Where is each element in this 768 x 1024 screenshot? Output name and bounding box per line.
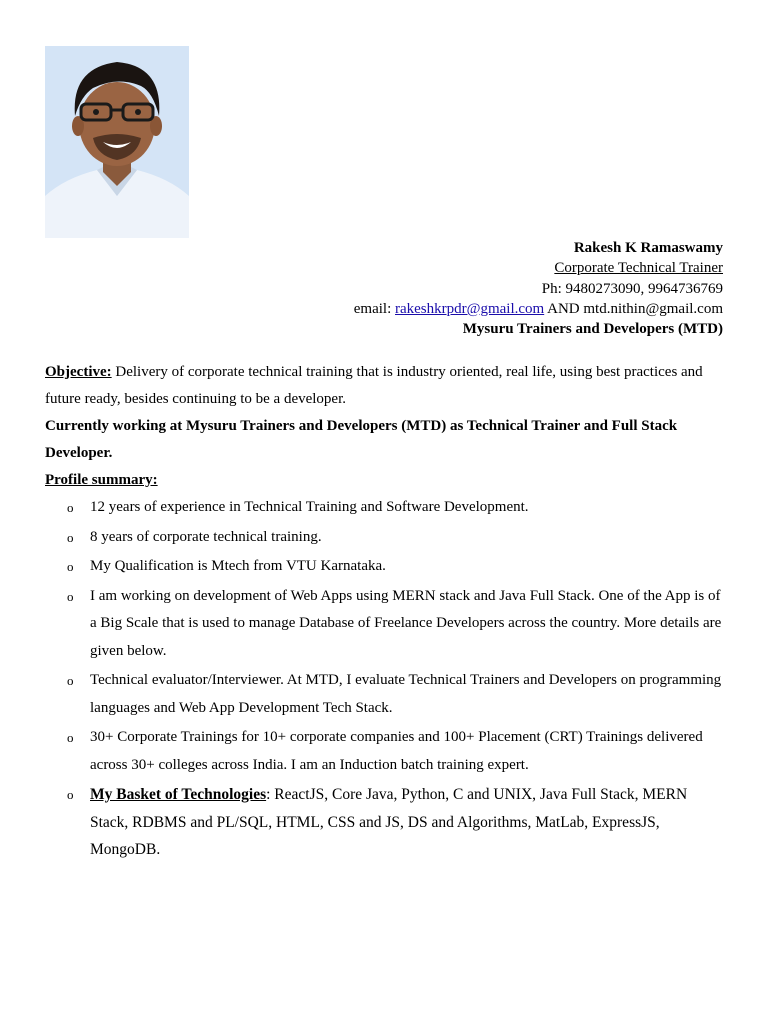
bullet-icon: o [67,529,74,545]
bullet-icon: o [67,588,74,604]
company-name: Mysuru Trainers and Developers (MTD) [462,321,723,338]
technologies-label: My Basket of Technologies [90,786,267,803]
objective-paragraph [45,359,725,413]
bullet-icon: o [67,673,74,688]
objective-text: Delivery of corporate technical training that is industry oriented, real life, using best practices and future ready, besides continuing to be a developer. [45,364,703,407]
email-link[interactable]: rakeshkrpdr@gmail.com [395,300,545,317]
list-item-technologies [45,781,725,864]
candidate-name: Rakesh K Ramaswamy [573,240,723,256]
profile-summary-heading: Profile summary: [45,472,158,488]
technologies-text: : ReactJS, Core Java, Python, C and UNIX, Java Full Stack, MERN Stack, RDBMS and PL/SQL, HTML, CSS and JS, DS and Algorithms, MatLab, ExpressJS, MongoDB. [90,786,688,858]
current-position: Currently working at Mysuru Trainers and Developers (MTD) as Technical Trainer and Full Stack Developer. [45,418,678,461]
email-secondary: AND mtd.nithin@gmail.com [544,300,723,317]
person-portrait-image [45,46,189,238]
profile-summary-list [45,494,725,864]
profile-photo [45,46,189,238]
list-item-text: My Qualification is Mtech from VTU Karnataka. [90,558,386,574]
list-item-text: 30+ Corporate Trainings for 10+ corporate companies and 100+ Placement (CRT) Trainings delivered across 30+ colleges across India. I am an Induction batch training expert. [90,729,703,773]
list-item [45,583,725,666]
email-label: email: [353,300,395,317]
list-item [45,667,725,722]
list-item-text: Technical evaluator/Interviewer. At MTD, I evaluate Technical Trainers and Developers on programming languages and Web App Development Tech Stack. [90,672,722,716]
job-role: Corporate Technical Trainer [554,260,723,277]
list-item [45,524,725,552]
list-item-text: 12 years of experience in Technical Training and Software Development. [90,499,529,515]
bullet-icon: o [67,500,74,515]
objective-label: Objective: [45,364,112,380]
phone-numbers: Ph: 9480273090, 9964736769 [541,280,723,297]
list-item [45,724,725,779]
contact-header [223,238,723,339]
bullet-icon: o [67,730,74,745]
email-line [223,299,723,319]
bullet-icon: o [67,787,74,802]
list-item-text: I am working on development of Web Apps using MERN stack and Java Full Stack. One of the App is of a Big Scale that is used to manage Database of Freelance Developers across the country. More details are given below. [90,587,722,659]
bullet-icon: o [67,559,74,574]
list-item [45,494,725,522]
list-item-text: 8 years of corporate technical training. [90,528,322,545]
list-item [45,553,725,581]
resume-body [45,359,725,864]
